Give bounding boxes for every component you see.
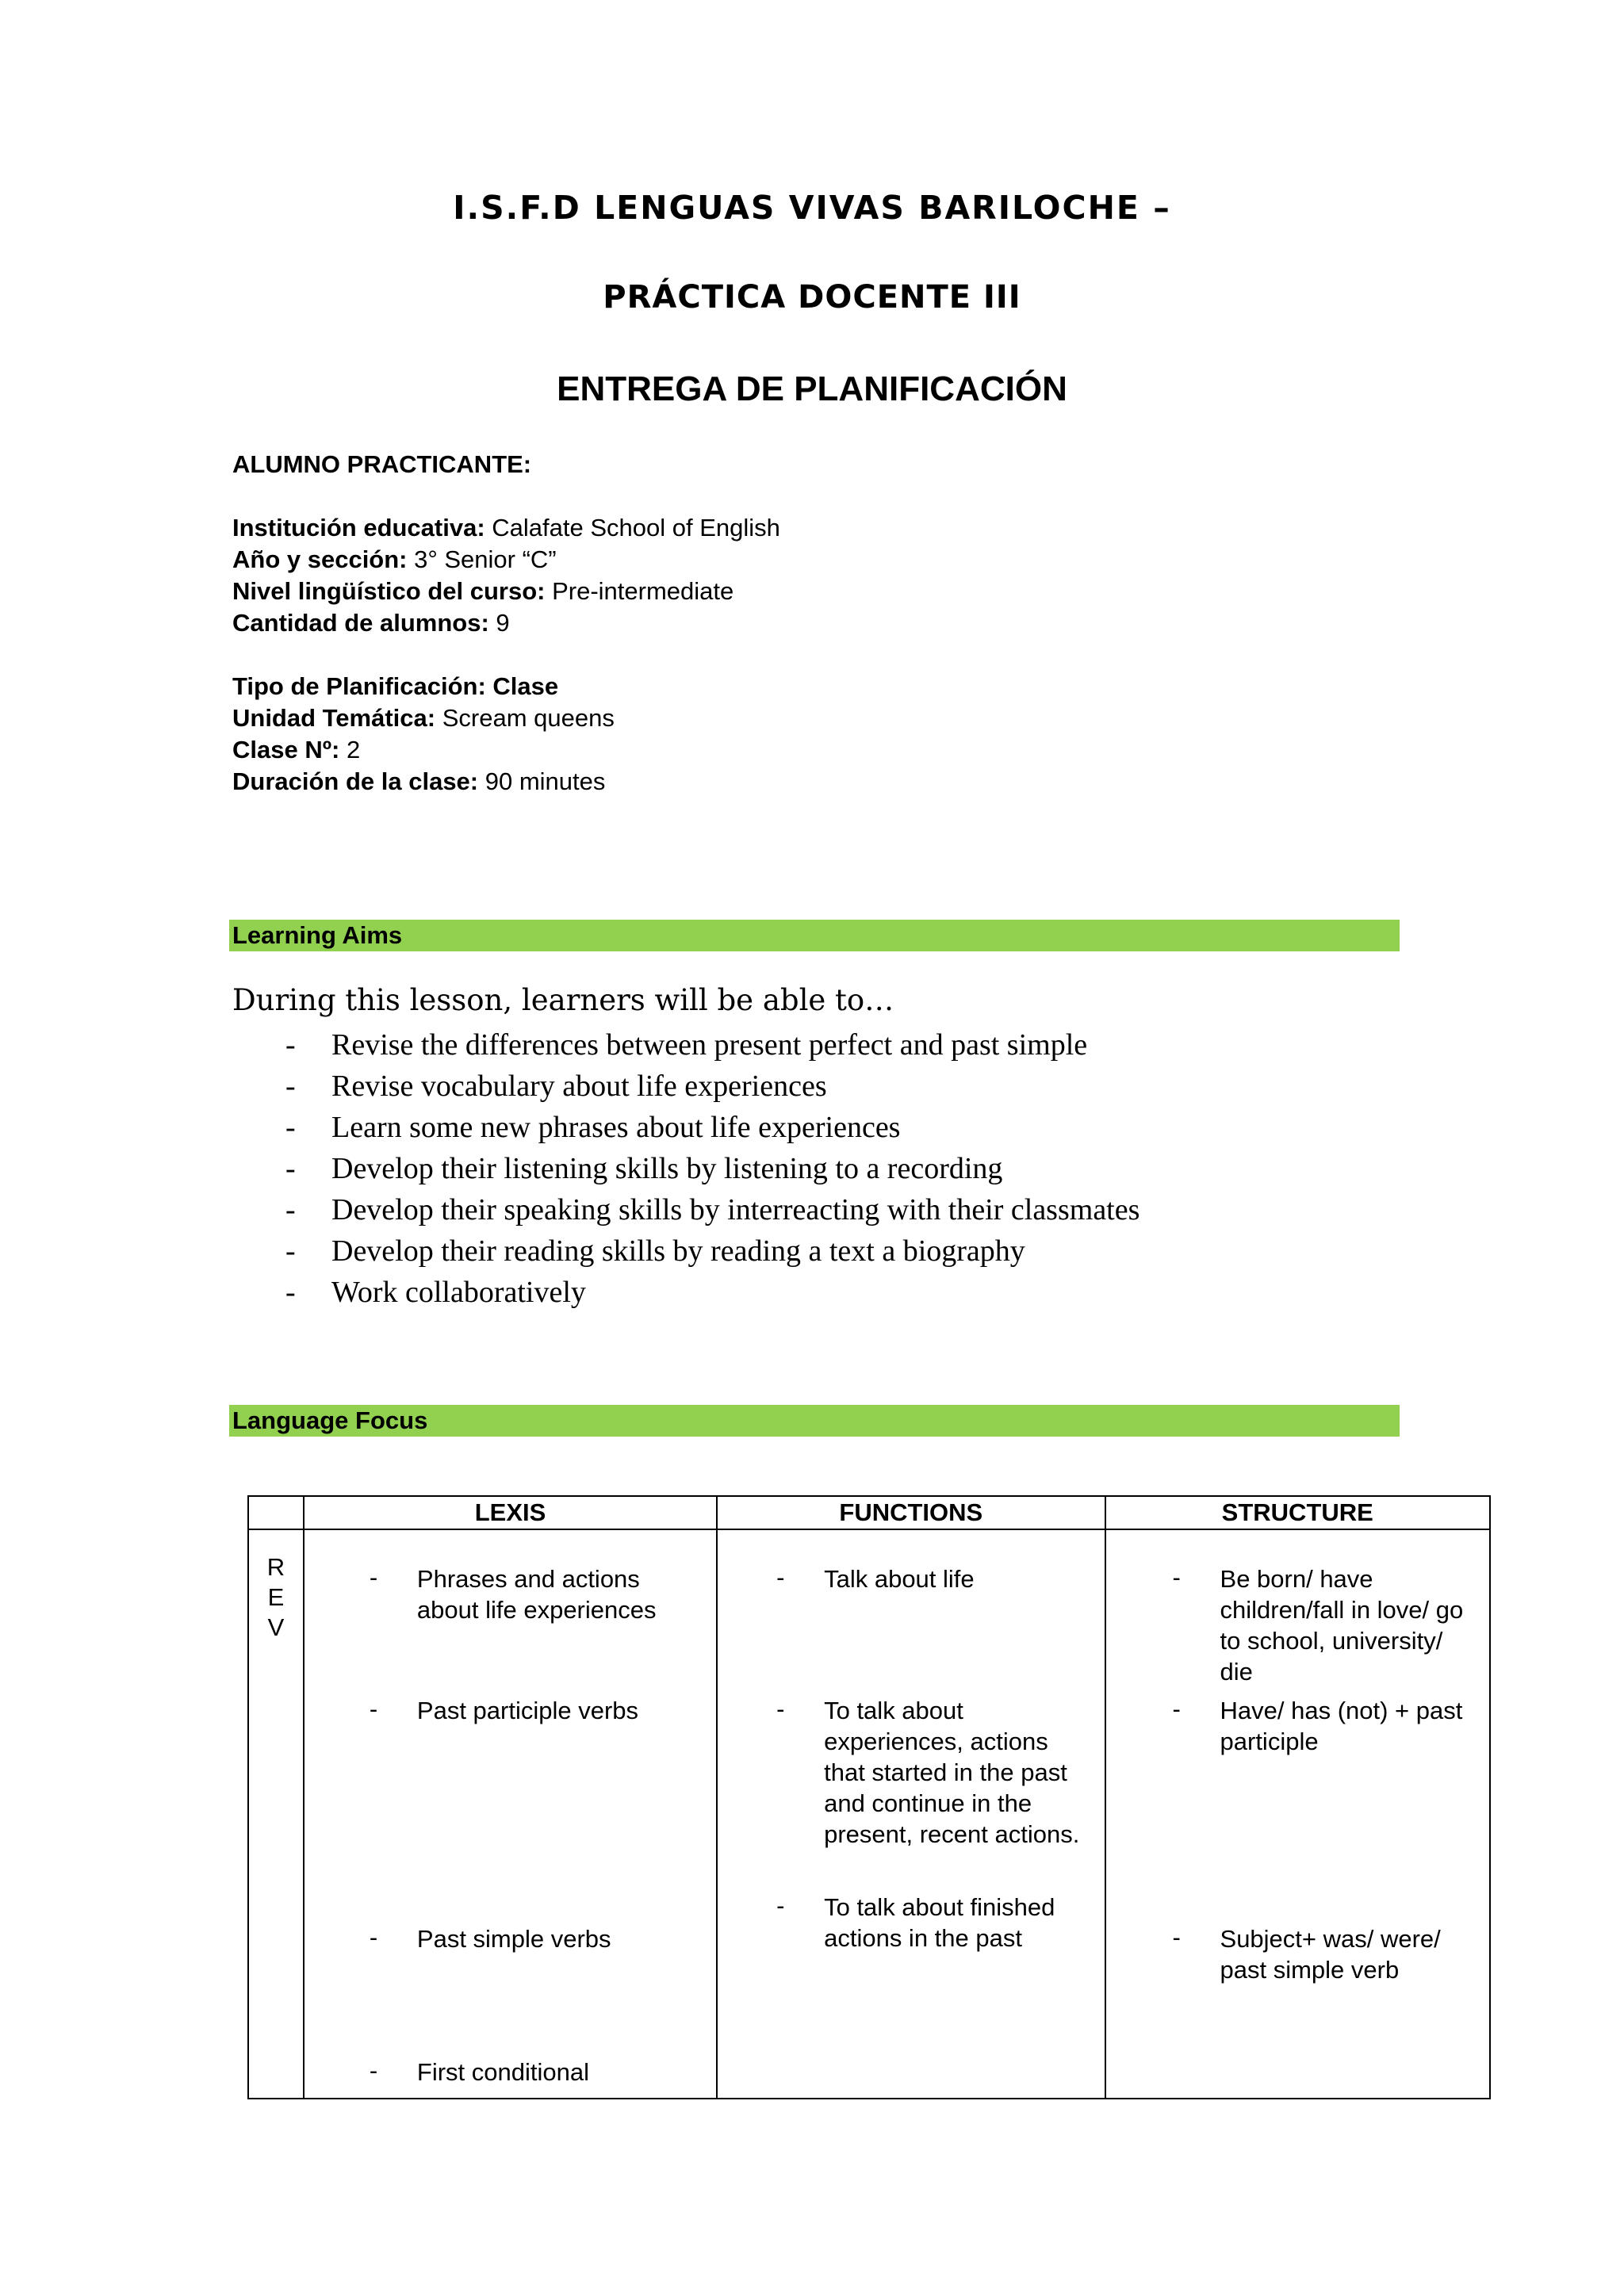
lexis-text: Past participle verbs [416, 1697, 639, 1724]
info-anio [232, 544, 780, 576]
document-title: ENTREGA DE PLANIFICACIÓN [557, 369, 1067, 408]
row-label-letter: R [266, 1553, 285, 1581]
row-label-letter: E [267, 1583, 285, 1611]
nivel-value: Pre-intermediate [545, 577, 734, 605]
course-title: PRÁCTICA DOCENTE III [603, 279, 1021, 316]
structure-text: Have/ has (not) + past participle [1220, 1697, 1463, 1755]
lexis-text: First conditional [416, 2058, 589, 2086]
cantidad-label: Cantidad de alumnos: [232, 609, 489, 637]
lexis-item [369, 1563, 687, 1625]
info-unidad [232, 702, 615, 734]
language-focus-heading: Language Focus [229, 1405, 1400, 1437]
aim-item: - Develop their reading skills by reading a text a biography [285, 1230, 1139, 1272]
row-label-rev [248, 1529, 304, 2099]
aim-item: - Work collaboratively [285, 1272, 1139, 1313]
alumno-label: ALUMNO PRACTICANTE: [232, 450, 532, 478]
info-cantidad [232, 607, 780, 639]
info-clase [232, 734, 615, 766]
info-block-2 [232, 671, 615, 798]
clase-value: 2 [339, 736, 361, 763]
nivel-label: Nivel lingüístico del curso: [232, 577, 546, 605]
table-row [248, 1529, 1490, 2099]
column-header-lexis: LEXIS [304, 1496, 717, 1529]
anio-label: Año y sección: [232, 545, 408, 573]
info-tipo [232, 671, 615, 702]
learning-aims-list [285, 1024, 1139, 1313]
aim-item: - Revise the differences between present perfect and past simple [285, 1024, 1139, 1066]
dash: - [369, 1695, 378, 1723]
lexis-item [369, 1923, 687, 1954]
lexis-text: Past simple verbs [416, 1925, 611, 1953]
tipo-label: Tipo de Planificación: Clase [232, 672, 559, 700]
duracion-label: Duración de la clase: [232, 767, 479, 795]
functions-item [776, 1892, 1086, 1954]
dash: - [1172, 1695, 1181, 1723]
learning-aims-intro: During this lesson, learners will be able to… [232, 983, 894, 1017]
column-header-functions: FUNCTIONS [717, 1496, 1105, 1529]
column-header-structure: STRUCTURE [1105, 1496, 1490, 1529]
aim-item: - Develop their listening skills by listening to a recording [285, 1148, 1139, 1189]
institucion-label: Institución educativa: [232, 514, 485, 541]
duracion-value: 90 minutes [478, 767, 606, 795]
dash: - [369, 1923, 378, 1951]
unidad-label: Unidad Temática: [232, 704, 436, 732]
structure-item [1172, 1563, 1474, 1687]
functions-text: Talk about life [824, 1565, 975, 1593]
lexis-item [369, 2057, 687, 2087]
dash: - [1172, 1563, 1181, 1591]
functions-cell [717, 1529, 1105, 2099]
aim-item: - Revise vocabulary about life experiences [285, 1066, 1139, 1107]
structure-item [1172, 1923, 1474, 1985]
lexis-cell [304, 1529, 717, 2099]
aim-item: - Develop their speaking skills by interreacting with their classmates [285, 1189, 1139, 1230]
institute-title: I.S.F.D LENGUAS VIVAS BARILOCHE – [453, 189, 1171, 227]
info-block-1 [232, 512, 780, 639]
structure-text: Subject+ was/ were/ past simple verb [1220, 1925, 1441, 1984]
functions-text: To talk about experiences, actions that started in the past and continue in the present, recent actions. [824, 1697, 1080, 1848]
functions-text: To talk about finished actions in the past [824, 1893, 1055, 1952]
structure-item [1172, 1695, 1474, 1757]
cantidad-value: 9 [488, 609, 510, 637]
dash: - [776, 1695, 785, 1723]
anio-value: 3° Senior “C” [407, 545, 557, 573]
dash: - [369, 2057, 378, 2084]
unidad-value: Scream queens [435, 704, 615, 732]
functions-item [776, 1563, 1086, 1594]
dash: - [1172, 1923, 1181, 1951]
institucion-value: Calafate School of English [485, 514, 780, 541]
info-duracion [232, 766, 615, 798]
table-header-row [248, 1496, 1490, 1529]
info-alumno [232, 449, 531, 480]
dash: - [369, 1563, 378, 1591]
dash: - [776, 1563, 785, 1591]
clase-label: Clase Nº: [232, 736, 340, 763]
aim-item: - Learn some new phrases about life experiences [285, 1107, 1139, 1148]
info-institucion [232, 512, 780, 544]
info-nivel [232, 576, 780, 607]
row-label-letter: V [267, 1613, 285, 1641]
structure-text: Be born/ have children/fall in love/ go to school, university/ die [1220, 1565, 1464, 1686]
lexis-item [369, 1695, 687, 1726]
column-header-blank [248, 1496, 304, 1529]
dash: - [776, 1892, 785, 1919]
learning-aims-heading: Learning Aims [229, 920, 1400, 951]
lexis-text: Phrases and actions about life experiences [416, 1565, 657, 1624]
structure-cell [1105, 1529, 1490, 2099]
functions-item [776, 1695, 1086, 1850]
language-focus-table [247, 1495, 1491, 2099]
